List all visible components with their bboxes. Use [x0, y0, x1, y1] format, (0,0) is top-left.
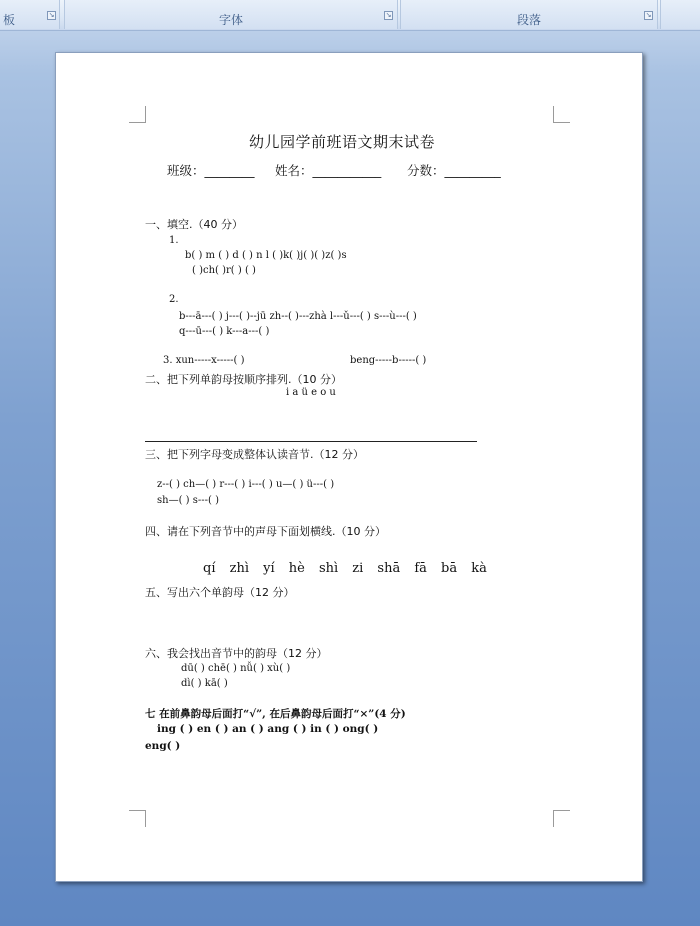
document-title: 幼儿园学前班语文期末试卷 [249, 133, 436, 151]
section-3-line-2: sh—( ) s---( ) [157, 495, 219, 506]
class-field: 班级：________ [167, 163, 255, 178]
ribbon-group-label: 段落 [516, 13, 541, 27]
ribbon-group-font[interactable] [64, 0, 398, 29]
section-3-line-1: z--( ) ch—( ) r---( ) i---( ) u—( ) ü---( ) [157, 479, 335, 490]
section-7-heading: 七 在前鼻韵母后面打“√”, 在后鼻韵母后面打“×”(4 分) [145, 708, 406, 720]
question-1-line-1: b( ) m ( ) d ( ) n l ( )k( )j( )( )z( )s [185, 250, 347, 261]
section-6-heading: 六、我会找出音节中的韵母（12 分） [145, 647, 328, 660]
margin-corner-top-right [553, 106, 570, 123]
question-3-part-a: 3. xun-----x-----( ) [163, 355, 245, 366]
name-field: 姓名：___________ [275, 163, 382, 178]
ribbon-group-paragraph[interactable] [400, 0, 658, 29]
question-3-part-b: beng-----b-----( ) [350, 355, 427, 366]
ribbon-group-clipboard[interactable] [0, 0, 60, 29]
margin-corner-bottom-right [553, 810, 570, 827]
question-2-line-1: b---ā---( ) j---( )--jū zh--( )---zhà l---ǔ---( ) s---ù---( ) [179, 311, 417, 322]
ribbon-group-label: 字体 [218, 13, 243, 27]
ribbon [0, 0, 700, 31]
section-3-heading: 三、把下列字母变成整体认读音节.（12 分） [145, 448, 364, 461]
question-2-line-2: q---ū---( ) k---a---( ) [179, 326, 270, 337]
dialog-launcher-icon[interactable]: ↘ [645, 11, 652, 19]
margin-corner-top-left [129, 106, 146, 123]
section-6-line-1: dū( ) chē( ) nǚ( ) xù( ) [181, 663, 291, 674]
score-field: 分数：_________ [407, 163, 501, 178]
question-2-number: 2. [169, 294, 179, 305]
answer-line [145, 441, 477, 442]
margin-corner-bottom-left [129, 810, 146, 827]
dialog-launcher-icon[interactable]: ↘ [385, 11, 392, 19]
section-6-line-2: dì( ) kā( ) [181, 678, 228, 689]
section-7-line-2: eng( ) [145, 740, 181, 752]
vowel-letters: i a ü e o u [286, 387, 336, 398]
section-7-line-1: ing ( ) en ( ) an ( ) ang ( ) in ( ) ong( ) [157, 723, 379, 735]
section-2-heading: 二、把下列单韵母按顺序排列.（10 分） [145, 373, 342, 386]
section-1-heading: 一、填空.（40 分） [145, 218, 243, 231]
question-1-number: 1. [169, 235, 179, 246]
document-page[interactable] [55, 52, 643, 882]
dialog-launcher-icon[interactable]: ↘ [48, 11, 55, 19]
question-1-line-2: ( )ch( )r( ) ( ) [192, 265, 256, 276]
section-5-heading: 五、写出六个单韵母（12 分） [145, 586, 295, 599]
section-4-heading: 四、请在下列音节中的声母下面划横线.（10 分） [145, 525, 386, 538]
pinyin-syllables: qí zhì yí hè shì zi shā fā bā kà [203, 561, 487, 576]
ribbon-group-partial[interactable] [660, 0, 700, 29]
ribbon-group-label: 板 [3, 13, 16, 27]
